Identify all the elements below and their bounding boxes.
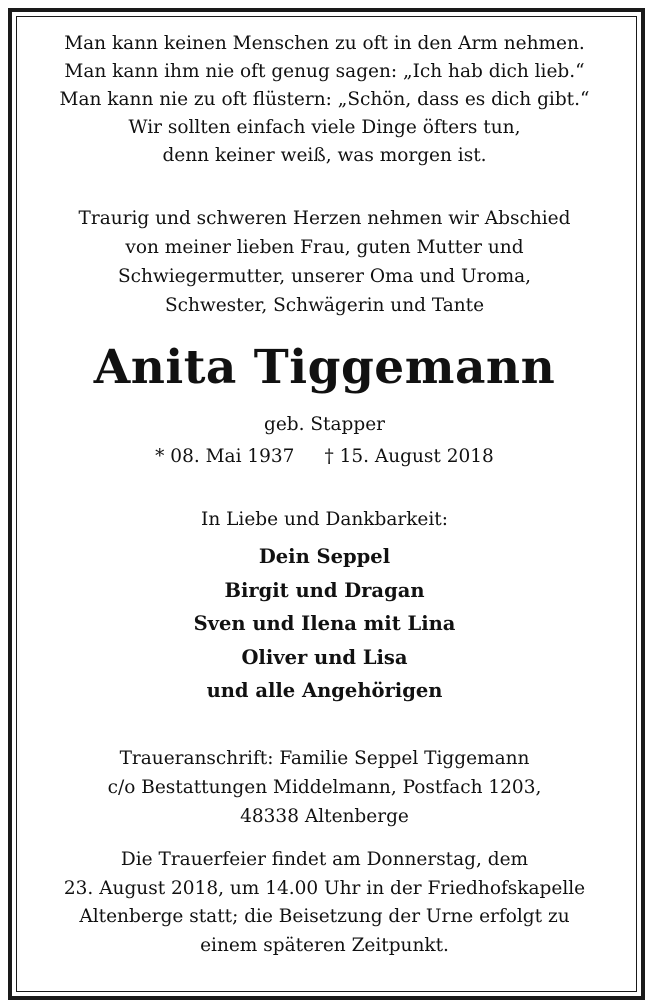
- born-name: geb. Stapper: [263, 414, 385, 435]
- thanks-line: In Liebe und Dankbarkeit:: [201, 509, 448, 530]
- service-line: Die Trauerfeier findet am Donnerstag, dem: [120, 849, 529, 870]
- signer-line: Oliver und Lisa: [241, 645, 408, 669]
- signer-line: und alle Angehörigen: [206, 679, 443, 702]
- address-line: Traueranschrift: Familie Seppel Tiggemann: [119, 748, 530, 769]
- signer-line: Dein Seppel: [258, 545, 391, 568]
- service-line: 23. August 2018, um 14.00 Uhr in der Friedhofskapelle: [63, 877, 586, 899]
- intro-block: [0, 204, 649, 320]
- address-line: c/o Bestattungen Middelmann, Postfach 1203,: [107, 777, 542, 798]
- service-block: [0, 846, 649, 960]
- poem-line: Man kann nie zu oft flüstern: „Schön, dass es dich gibt.“: [59, 89, 590, 110]
- poem-line: Wir sollten einfach viele Dinge öfters tun,: [128, 117, 521, 138]
- service-line: Altenberge statt; die Beisetzung der Urne erfolgt zu: [79, 906, 570, 927]
- intro-line: Schwiegermutter, unserer Oma und Uroma,: [117, 266, 532, 287]
- address-line: 48338 Altenberge: [240, 806, 409, 827]
- service-line: einem späteren Zeitpunkt.: [200, 934, 449, 956]
- signer-line: Birgit und Dragan: [224, 578, 425, 602]
- address-block: [0, 744, 649, 831]
- birth-date: * 08. Mai 1937: [155, 446, 295, 467]
- signer-line: Sven und Ilena mit Lina: [193, 612, 456, 635]
- life-dates: [0, 442, 649, 472]
- born-name-block: [0, 411, 649, 439]
- intro-line: Traurig und schweren Herzen nehmen wir Abschied: [78, 208, 571, 229]
- signers-block: [0, 540, 649, 708]
- thanks-block: [0, 506, 649, 534]
- poem-line: Man kann keinen Menschen zu oft in den Arm nehmen.: [64, 33, 585, 54]
- poem-line: denn keiner weiß, was morgen ist.: [162, 145, 487, 166]
- intro-line: Schwester, Schwägerin und Tante: [164, 295, 485, 316]
- death-date: † 15. August 2018: [324, 446, 494, 467]
- deceased-name: Anita Tiggemann: [93, 340, 556, 395]
- poem-line: Man kann ihm nie oft genug sagen: „Ich hab dich lieb.“: [64, 61, 585, 82]
- intro-line: von meiner lieben Frau, guten Mutter und: [125, 237, 524, 258]
- poem-block: [0, 30, 649, 170]
